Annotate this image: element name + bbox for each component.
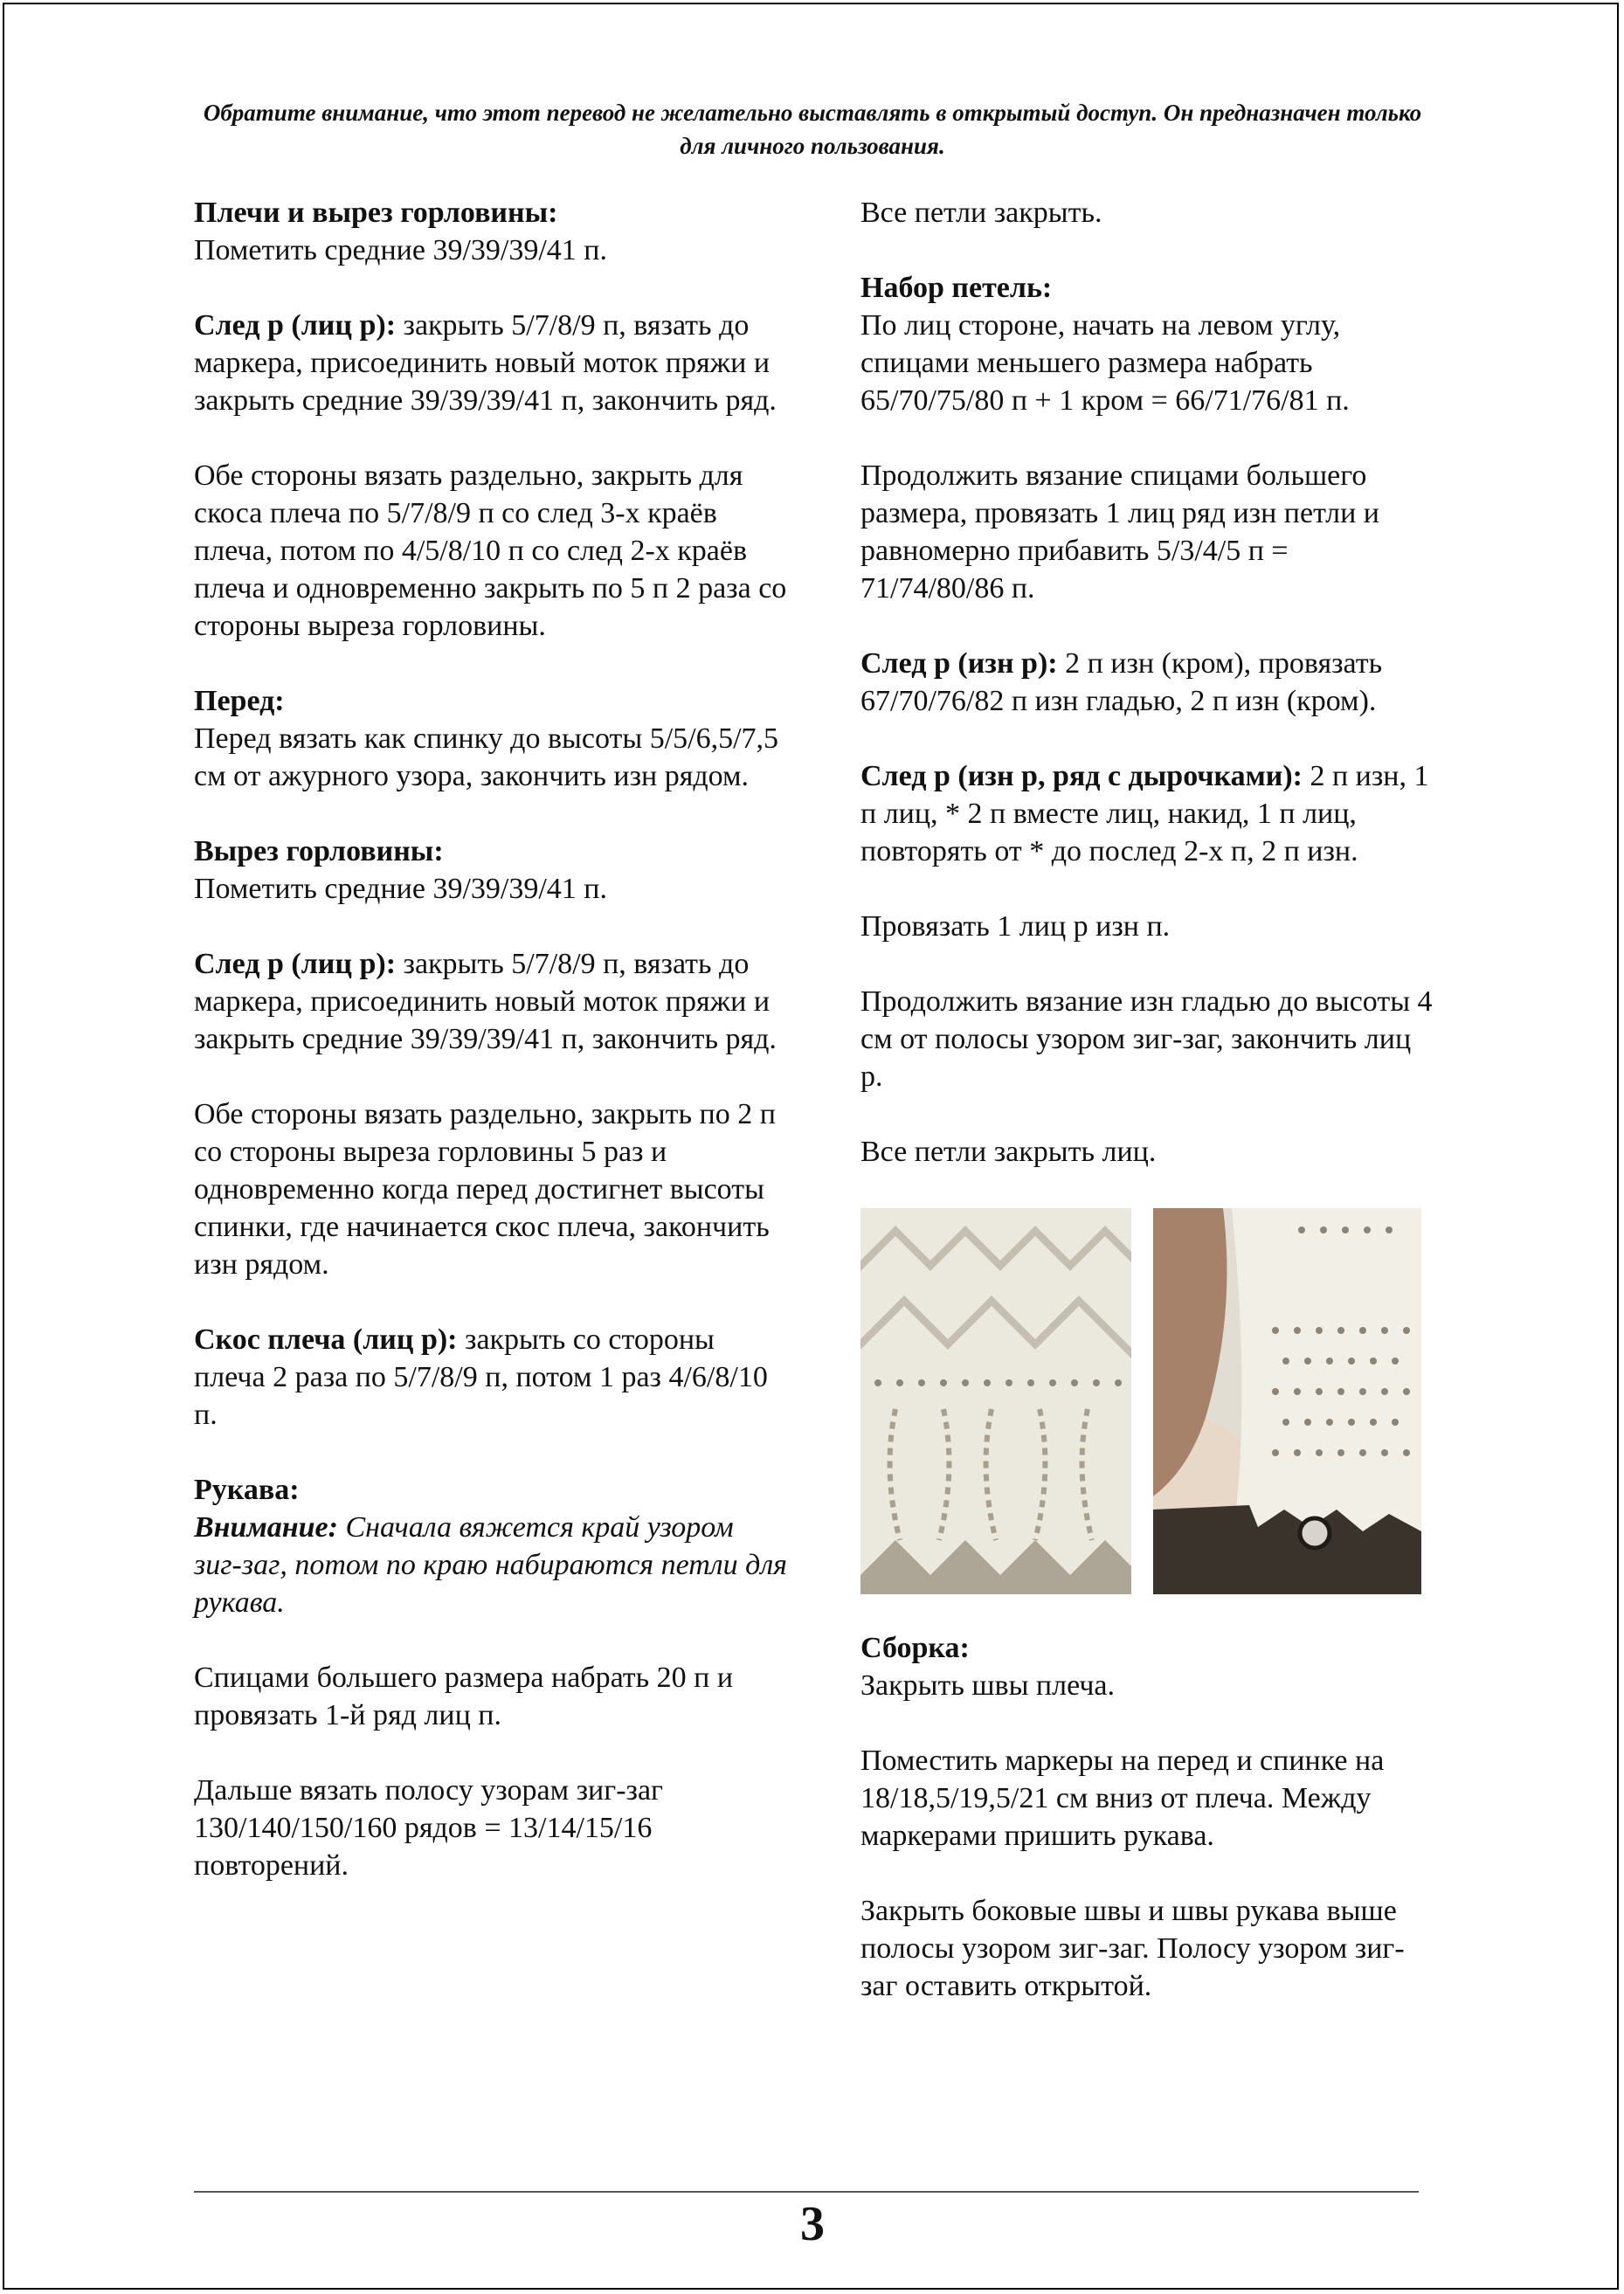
paragraph-neck xyxy=(194,833,788,908)
paragraph-shoulders xyxy=(194,194,788,269)
heading-shoulders: Плечи и вырез горловины: xyxy=(194,197,558,229)
heading-pickup: Набор петель: xyxy=(860,272,1053,304)
label-row-3: След р (изн р): xyxy=(860,647,1058,680)
paragraph-both-sides-2: Обе стороны вязать раздельно, закрыть по 2 п со стороны выреза горловины 5 раз и одновременно когда перед достигнет высоты спинки, где начинается скос плеча, закончить изн рядом. xyxy=(194,1098,776,1281)
paragraph-markers: Поместить маркеры на перед и спинке на 18/18,5/19,5/21 см вниз от плеча. Между маркерами пришить рукава. xyxy=(860,1745,1385,1852)
right-column xyxy=(860,194,1437,2005)
left-column xyxy=(194,194,788,1884)
label-row-1: След р (лиц р): xyxy=(194,309,397,342)
paragraph-zigzag: Дальше вязать полосу узорам зиг-заг 130/140/150/160 рядов = 13/14/15/16 повторений. xyxy=(194,1774,663,1882)
paragraph-seams: Закрыть боковые швы и швы рукава выше полосы узором зиг-заг. Полосу узором зиг-заг оставить открытой. xyxy=(860,1895,1405,2002)
text-row-2: закрыть 5/7/8/9 п, вязать до маркера, присоединить новый моток пряжи и закрыть средние 39/39/39/41 п, закончить ряд. xyxy=(194,948,777,1055)
label-row-4: След р (изн р, ряд с дырочками): xyxy=(860,760,1303,792)
paragraph-row-2 xyxy=(194,945,788,1058)
text-attention: Сначала вяжется край узором зиг-заг, потом по краю набираются петли для рукава. xyxy=(194,1511,787,1619)
heading-front: Перед: xyxy=(194,685,285,717)
paragraph-knit-row: Провязать 1 лиц р изн п. xyxy=(860,910,1171,943)
text-shoulder-slope: закрыть со стороны плеча 2 раза по 5/7/8/9 п, потом 1 раз 4/6/8/10 п. xyxy=(194,1323,768,1431)
paragraph-both-sides-1: Обе стороны вязать раздельно, закрыть для скоса плеча по 5/7/8/9 п со след 3-х краёв плеча, потом по 4/5/8/10 п со след 2-х краёв плеча и одновременно закрыть по 5 п 2 раза со стороны выреза горловины. xyxy=(194,459,787,642)
copyright-notice: Обратите внимание, что этот перевод не желательно выставлять в открытый доступ. Он предназначен только для личного пользования. xyxy=(203,100,1422,159)
paragraph-assembly xyxy=(860,1629,1437,1704)
label-attention: Внимание: xyxy=(194,1511,338,1544)
lace-pattern-image xyxy=(860,1208,1131,1594)
label-row-2: След р (лиц р): xyxy=(194,948,397,980)
paragraph-row-4 xyxy=(860,757,1437,870)
paragraph-close-knit: Все петли закрыть лиц. xyxy=(860,1136,1157,1168)
text-assembly: Закрыть швы плеча. xyxy=(860,1669,1116,1702)
heading-assembly: Сборка: xyxy=(860,1632,970,1664)
sleeve-detail-image xyxy=(1153,1208,1421,1594)
lace-pattern-photo xyxy=(860,1208,1131,1594)
photo-row xyxy=(860,1208,1437,1594)
paragraph-front xyxy=(194,682,788,795)
label-shoulder-slope: Скос плеча (лиц р): xyxy=(194,1323,458,1356)
text-row-4: 2 п изн, 1 п лиц, * 2 п вместе лиц, накид, 1 п лиц, повторять от * до послед 2-х п, 2 п изн. xyxy=(860,760,1429,867)
paragraph-close-all: Все петли закрыть. xyxy=(860,197,1102,229)
text-neck: Пометить средние 39/39/39/41 п. xyxy=(194,873,607,905)
text-row-3: 2 п изн (кром), провязать 67/70/76/82 п изн гладью, 2 п изн (кром). xyxy=(860,647,1383,717)
paragraph-row-3 xyxy=(860,645,1437,720)
text-row-1: закрыть 5/7/8/9 п, вязать до маркера, присоединить новый моток пряжи и закрыть средние 39/39/39/41 п, закончить ряд. xyxy=(194,309,777,417)
text-pickup: По лиц стороне, начать на левом углу, спицами меньшего размера набрать 65/70/75/80 п + 1 кром = 66/71/76/81 п. xyxy=(860,309,1350,417)
paragraph-sleeves xyxy=(194,1471,788,1621)
paragraph-continue: Продолжить вязание спицами большего размера, провязать 1 лиц ряд изн петли и равномерно прибавить 5/3/4/5 п = 71/74/80/86 п. xyxy=(860,459,1379,605)
sleeve-detail-photo xyxy=(1153,1208,1421,1594)
paragraph-row-1 xyxy=(194,307,788,419)
paragraph-continue-purl: Продолжить вязание изн гладью до высоты 4 см от полосы узором зиг-заг, закончить лиц р. xyxy=(860,985,1433,1093)
heading-neck: Вырез горловины: xyxy=(194,835,444,867)
text-shoulders: Пометить средние 39/39/39/41 п. xyxy=(194,234,607,266)
paragraph-pickup xyxy=(860,269,1437,419)
heading-sleeves: Рукава: xyxy=(194,1474,300,1506)
paragraph-cast-on: Спицами большего размера набрать 20 п и провязать 1-й ряд лиц п. xyxy=(194,1662,734,1731)
page-number: 3 xyxy=(800,2197,825,2251)
paragraph-shoulder-slope xyxy=(194,1321,788,1434)
text-front: Перед вязать как спинку до высоты 5/5/6,5/7,5 см от ажурного узора, закончить изн рядом. xyxy=(194,722,779,792)
